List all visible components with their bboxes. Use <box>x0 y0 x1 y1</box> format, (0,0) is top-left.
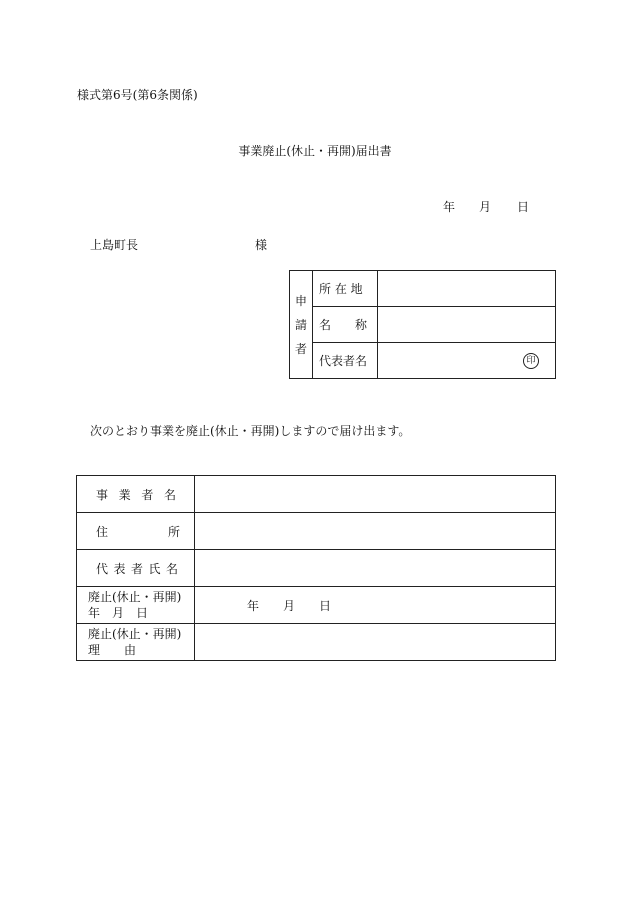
applicant-char-2: 請 <box>294 317 307 332</box>
details-table <box>76 475 556 661</box>
applicant-representative-label: 代表者名 <box>313 343 378 379</box>
operator-char-1: 事 <box>96 487 109 502</box>
closure-reason-label <box>77 624 195 661</box>
closure-date-month: 月 <box>283 598 296 613</box>
applicant-char-1: 申 <box>294 293 307 308</box>
closure-date-label-line2: 年 月 日 <box>88 606 149 620</box>
applicant-table <box>289 270 556 379</box>
closure-reason-label-line2: 理 由 <box>88 643 137 657</box>
closure-reason-label-line1: 廃止(休止・再開) <box>88 627 182 641</box>
closure-reason-field[interactable] <box>195 624 556 661</box>
closure-date-label <box>77 587 195 624</box>
notice-text: 次のとおり事業を廃止(休止・再開)しますので届け出ます。 <box>90 424 411 438</box>
address-char-2: 所 <box>167 524 180 539</box>
applicant-name-label: 名 称 <box>313 307 378 343</box>
date-month-label: 月 <box>479 200 492 214</box>
form-number: 様式第6号(第6条関係) <box>77 88 198 102</box>
applicant-representative-field[interactable] <box>378 343 556 379</box>
closure-date-year: 年 <box>247 598 260 613</box>
closure-date-field[interactable] <box>195 587 556 624</box>
representative-name-field[interactable] <box>195 550 556 587</box>
addressee-suffix: 様 <box>255 238 268 252</box>
applicant-address-field[interactable] <box>378 271 556 307</box>
operator-char-3: 者 <box>141 487 154 502</box>
closure-date-day: 日 <box>319 598 332 613</box>
address-char-1: 住 <box>96 524 109 539</box>
closure-date-label-line1: 廃止(休止・再開) <box>88 590 182 604</box>
operator-name-label <box>77 476 195 513</box>
rep-char-4: 氏 <box>148 561 161 576</box>
applicant-name-field[interactable] <box>378 307 556 343</box>
document-title: 事業廃止(休止・再開)届出書 <box>238 144 392 158</box>
operator-address-field[interactable] <box>195 513 556 550</box>
rep-char-1: 代 <box>96 561 109 576</box>
submission-date <box>443 198 529 215</box>
applicant-group-label <box>290 271 313 379</box>
rep-char-5: 名 <box>165 561 178 576</box>
operator-char-2: 業 <box>118 487 131 502</box>
date-year-label: 年 <box>443 200 456 214</box>
applicant-char-3: 者 <box>294 341 307 356</box>
rep-char-2: 表 <box>113 561 126 576</box>
addressee-name: 上島町長 <box>90 238 139 252</box>
operator-name-field[interactable] <box>195 476 556 513</box>
date-day-label: 日 <box>517 200 530 214</box>
representative-name-label <box>77 550 195 587</box>
seal-icon: 印 <box>523 353 539 369</box>
rep-char-3: 者 <box>130 561 143 576</box>
applicant-address-label: 所 在 地 <box>313 271 378 307</box>
operator-char-4: 名 <box>163 487 176 502</box>
operator-address-label <box>77 513 195 550</box>
